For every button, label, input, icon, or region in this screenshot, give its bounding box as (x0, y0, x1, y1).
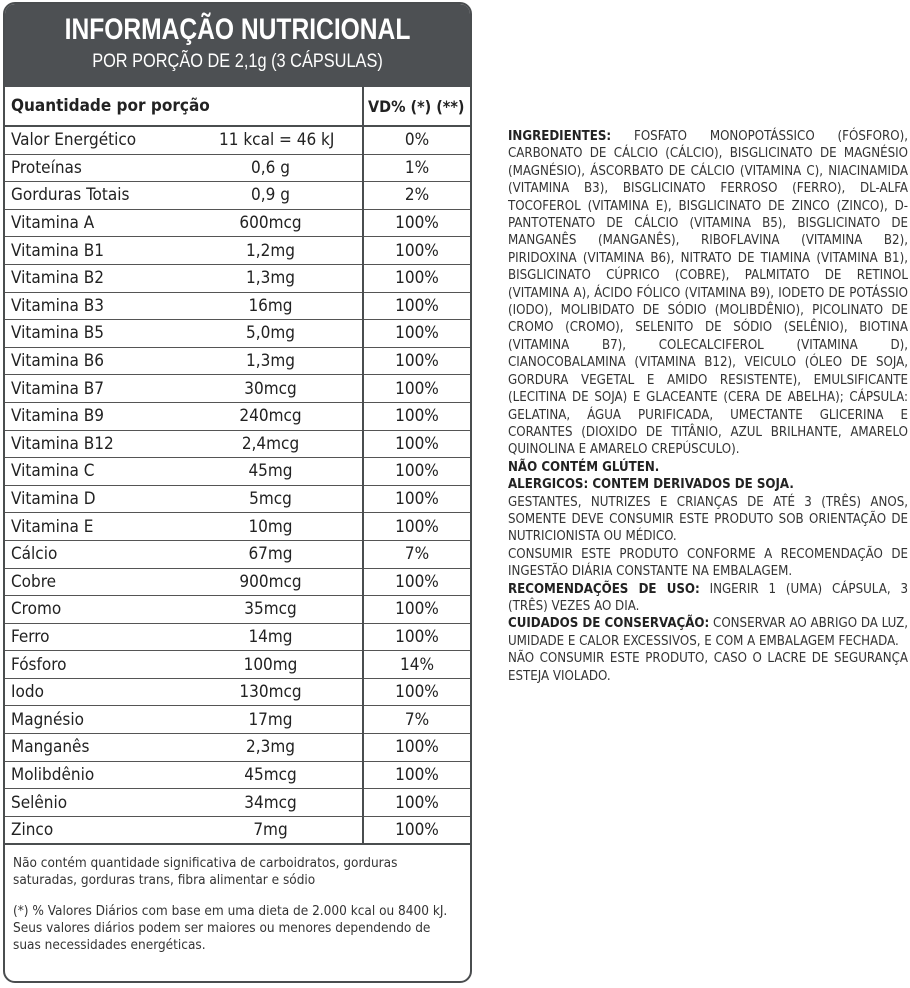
nutrient-quantity: 600mcg (239, 213, 302, 234)
nutrient-cell (5, 568, 363, 596)
nutrient-name: Vitamina B9 (11, 406, 104, 427)
consume-paragraph: CONSUMIR ESTE PRODUTO CONFORME A RECOMENDAÇÃO DE INGESTÃO DIÁRIA CONSTANTE NA EMBALAGEM. (508, 546, 908, 580)
table-row (5, 237, 470, 265)
nutrient-quantity: 5,0mg (246, 323, 295, 344)
nutrient-cell (5, 154, 363, 182)
nutrient-daily-value: 100% (363, 734, 470, 762)
nutrient-cell (5, 706, 363, 734)
nutrient-quantity: 0,6 g (251, 157, 290, 178)
nutrient-cell (5, 513, 363, 541)
nutrient-quantity: 1,2mg (246, 240, 295, 261)
nutrient-quantity: 14mg (248, 626, 293, 647)
nutrient-quantity: 100mg (243, 654, 298, 675)
table-row (5, 209, 470, 237)
nutrient-name: Selênio (11, 792, 68, 813)
nutrient-quantity: 17mg (248, 709, 293, 730)
label-header (5, 4, 470, 87)
table-row (5, 761, 470, 789)
allergen-statement: ALERGICOS: CONTEM DERIVADOS DE SOJA. (508, 477, 794, 493)
nutrient-quantity: 45mg (248, 461, 293, 482)
nutrient-daily-value: 100% (363, 485, 470, 513)
nutrient-name: Proteínas (11, 157, 82, 178)
storage-paragraph (508, 615, 908, 650)
footer-note-daily-values: (*) % Valores Diários com base em uma dieta de 2.000 kcal ou 8400 kJ. Seus valores diários podem ser maiores ou menores dependendo de suas necessidades energéticas. (13, 903, 448, 954)
label-subtitle: POR PORÇÃO DE 2,1g (3 CÁPSULAS) (92, 51, 383, 72)
table-row (5, 126, 470, 154)
table-row (5, 734, 470, 762)
nutrient-daily-value: 7% (363, 706, 470, 734)
usage-paragraph (508, 581, 908, 616)
table-row (5, 651, 470, 679)
table-row (5, 540, 470, 568)
nutrient-cell (5, 126, 363, 154)
table-row (5, 402, 470, 430)
nutrient-daily-value: 100% (363, 209, 470, 237)
nutrient-daily-value: 100% (363, 402, 470, 430)
table-row (5, 789, 470, 817)
nutrient-name: Vitamina B12 (11, 433, 114, 454)
nutrient-name: Vitamina D (11, 489, 96, 510)
table-row (5, 154, 470, 182)
nutrient-daily-value: 100% (363, 678, 470, 706)
nutrient-name: Cálcio (11, 544, 58, 565)
seal-paragraph: NÃO CONSUMIR ESTE PRODUTO, CASO O LACRE DE SEGURANÇA ESTEJA VIOLADO. (508, 651, 908, 684)
footer-note-nutrients: Não contém quantidade significativa de carboidratos, gorduras saturadas, gorduras trans, fibra alimentar e sódio (13, 855, 398, 889)
nutrient-cell (5, 678, 363, 706)
nutrient-daily-value: 100% (363, 623, 470, 651)
nutrient-daily-value: 14% (363, 651, 470, 679)
nutrient-cell (5, 651, 363, 679)
nutrient-name: Vitamina B5 (11, 323, 104, 344)
nutrient-cell (5, 540, 363, 568)
nutrient-quantity: 16mg (248, 295, 293, 316)
nutrient-name: Ferro (11, 626, 50, 647)
table-row (5, 816, 470, 844)
nutrient-name: Vitamina A (11, 213, 95, 234)
nutrient-cell (5, 292, 363, 320)
nutrient-quantity: 1,3mg (246, 268, 295, 289)
nutrient-daily-value: 100% (363, 430, 470, 458)
nutrient-cell (5, 209, 363, 237)
nutrient-cell (5, 485, 363, 513)
nutrient-name: Zinco (11, 820, 54, 841)
nutrient-cell (5, 458, 363, 486)
nutrient-daily-value: 100% (363, 596, 470, 624)
nutrient-quantity: 10mg (248, 516, 293, 537)
nutrient-name: Vitamina B1 (11, 240, 104, 261)
nutrient-daily-value: 100% (363, 320, 470, 348)
table-row (5, 568, 470, 596)
label-footer (5, 845, 470, 954)
nutrient-quantity: 45mcg (244, 764, 297, 785)
table-row (5, 347, 470, 375)
usage-label: RECOMENDAÇÕES DE USO: (508, 581, 700, 597)
nutrient-daily-value: 100% (363, 458, 470, 486)
nutrient-daily-value: 100% (363, 816, 470, 844)
table-row (5, 320, 470, 348)
table-row (5, 678, 470, 706)
ingredients-text: FOSFATO MONOPOTÁSSICO (FÓSFORO), CARBONATO DE CÁLCIO (CÁLCIO), BISGLICINATO DE MAGNÉSIO (MAGNÉSIO), ÁSCORBATO DE CÁLCIO (VITAMINA C), NIACINAMIDA (VITAMINA B3), BISGLICINATO FERROSO (FERRO), DL-ALFA TOCOFEROL (VITAMINA E), BISGLICINATO DE ZINCO (ZINCO), D-PANTOTENATO DE CÁLCIO (VITAMINA B5), BISGLICINATO DE MANGANÊS (MANGANÊS), RIBOFLAVINA (VITAMINA B2), PIRIDOXINA (VITAMINA B6), NITRATO DE TIAMINA (VITAMINA B1), BISGLICINATO CÚPRICO (COBRE), PALMITATO DE RETINOL (VITAMINA A), ÁCIDO FÓLICO (VITAMINA B9), IODETO DE POTÁSSIO (IODO), MOLIBIDATO DE SÓDIO (MOLIBDÊNIO), PICOLINATO DE CROMO (CROMO), SELENITO DE SÓDIO (SELÊNIO), BIOTINA (VITAMINA B7), COLECALCIFEROL (VITAMINA D), CIANOCOBALAMINA (VITAMINA B12), VEICULO (ÓLEO DE SOJA, GORDURA VEGETAL E AMIDO RESISTENTE), EMULSIFICANTE (LECITINA DE SOJA) E GLACEANTE (CERA DE ABELHA); CÁPSULA: GELATINA, ÁGUA PURIFICADA, UMECTANTE GLICERINA E CORANTES (DIOXIDO DE TITÂNIO, AZUL BRILHANTE, AMARELO QUINOLINA E AMARELO CREPÚSCULO). (508, 129, 908, 458)
nutrient-cell (5, 816, 363, 844)
nutrient-cell (5, 789, 363, 817)
nutrient-quantity: 240mcg (239, 406, 302, 427)
product-info (508, 128, 908, 685)
nutrient-name: Magnésio (11, 709, 84, 730)
table-row (5, 706, 470, 734)
ingredients-paragraph (508, 128, 908, 459)
nutrient-name: Vitamina C (11, 461, 95, 482)
nutrient-cell (5, 761, 363, 789)
nutrient-daily-value: 100% (363, 761, 470, 789)
nutrient-name: Vitamina B7 (11, 378, 104, 399)
nutrient-daily-value: 1% (363, 154, 470, 182)
nutrient-quantity: 2,4mcg (241, 433, 300, 454)
nutrient-quantity: 1,3mg (246, 351, 295, 372)
table-row (5, 596, 470, 624)
nutrient-quantity: 35mcg (244, 599, 297, 620)
nutrition-table-body (5, 126, 470, 844)
nutrient-name: Vitamina B6 (11, 351, 104, 372)
nutrient-cell (5, 375, 363, 403)
nutrient-daily-value: 100% (363, 513, 470, 541)
nutrient-quantity: 34mcg (244, 792, 297, 813)
nutrient-daily-value: 100% (363, 375, 470, 403)
nutrient-daily-value: 100% (363, 568, 470, 596)
nutrient-quantity: 0,9 g (251, 185, 290, 206)
nutrient-cell (5, 320, 363, 348)
nutrient-name: Cobre (11, 571, 57, 592)
table-row (5, 623, 470, 651)
nutrient-name: Vitamina B3 (11, 295, 104, 316)
nutrient-daily-value: 7% (363, 540, 470, 568)
table-row (5, 458, 470, 486)
table-row (5, 485, 470, 513)
nutrient-quantity: 900mcg (239, 571, 302, 592)
nutrient-name: Iodo (11, 682, 44, 703)
storage-label: CUIDADOS DE CONSERVAÇÃO: (508, 616, 710, 632)
nutrient-daily-value: 100% (363, 264, 470, 292)
label-title: INFORMAÇÃO NUTRICIONAL (64, 13, 411, 46)
table-row (5, 430, 470, 458)
nutrient-cell (5, 596, 363, 624)
column-header-quantity: Quantidade por porção (5, 87, 363, 126)
nutrient-cell (5, 402, 363, 430)
nutrient-name: Valor Energético (11, 130, 137, 151)
usage-text: INGERIR 1 (UMA) CÁPSULA, 3 (TRÊS) VEZES AO DIA. (508, 581, 908, 614)
nutrient-cell (5, 430, 363, 458)
nutrient-quantity: 5mcg (249, 489, 292, 510)
ingredients-label: INGREDIENTES: (508, 129, 612, 144)
nutrient-daily-value: 100% (363, 789, 470, 817)
nutrient-name: Fósforo (11, 654, 67, 675)
nutrient-cell (5, 264, 363, 292)
nutrient-cell (5, 237, 363, 265)
nutrient-name: Molibdênio (11, 764, 95, 785)
nutrient-name: Vitamina B2 (11, 268, 104, 289)
nutrient-daily-value: 2% (363, 182, 470, 210)
table-row (5, 182, 470, 210)
table-row (5, 375, 470, 403)
nutrient-quantity: 130mcg (239, 682, 302, 703)
nutrient-name: Gorduras Totais (11, 185, 130, 206)
nutrient-quantity: 7mg (253, 820, 288, 841)
nutrient-cell (5, 182, 363, 210)
table-row (5, 513, 470, 541)
nutrient-quantity: 30mcg (244, 378, 297, 399)
nutrient-name: Manganês (11, 737, 90, 758)
nutrient-quantity: 11 kcal = 46 kJ (219, 130, 335, 151)
table-header-row (5, 87, 470, 126)
nutrient-cell (5, 734, 363, 762)
nutrient-cell (5, 347, 363, 375)
nutrient-quantity: 2,3mg (246, 737, 295, 758)
nutrient-quantity: 67mg (248, 544, 293, 565)
nutrition-table (5, 87, 470, 845)
table-row (5, 292, 470, 320)
nutrient-name: Cromo (11, 599, 62, 620)
nutrient-cell (5, 623, 363, 651)
nutrient-name: Vitamina E (11, 516, 94, 537)
storage-text: CONSERVAR AO ABRIGO DA LUZ, UMIDADE E CALOR EXCESSIVOS, E COM A EMBALAGEM FECHADA. (508, 616, 908, 649)
nutrition-label (3, 2, 472, 983)
nutrient-daily-value: 0% (363, 126, 470, 154)
table-row (5, 264, 470, 292)
column-header-vd: VD% (*) (**) (363, 87, 470, 126)
nutrient-daily-value: 100% (363, 237, 470, 265)
warning-paragraph: GESTANTES, NUTRIZES E CRIANÇAS DE ATÉ 3 (TRÊS) ANOS, SOMENTE DEVE CONSUMIR ESTE PRODUTO SOB ORIENTAÇÃO DE NUTRICIONISTA OU MÉDICO. (508, 494, 908, 545)
nutrient-daily-value: 100% (363, 347, 470, 375)
gluten-statement: NÃO CONTÉM GLÚTEN. (508, 459, 660, 475)
nutrient-daily-value: 100% (363, 292, 470, 320)
